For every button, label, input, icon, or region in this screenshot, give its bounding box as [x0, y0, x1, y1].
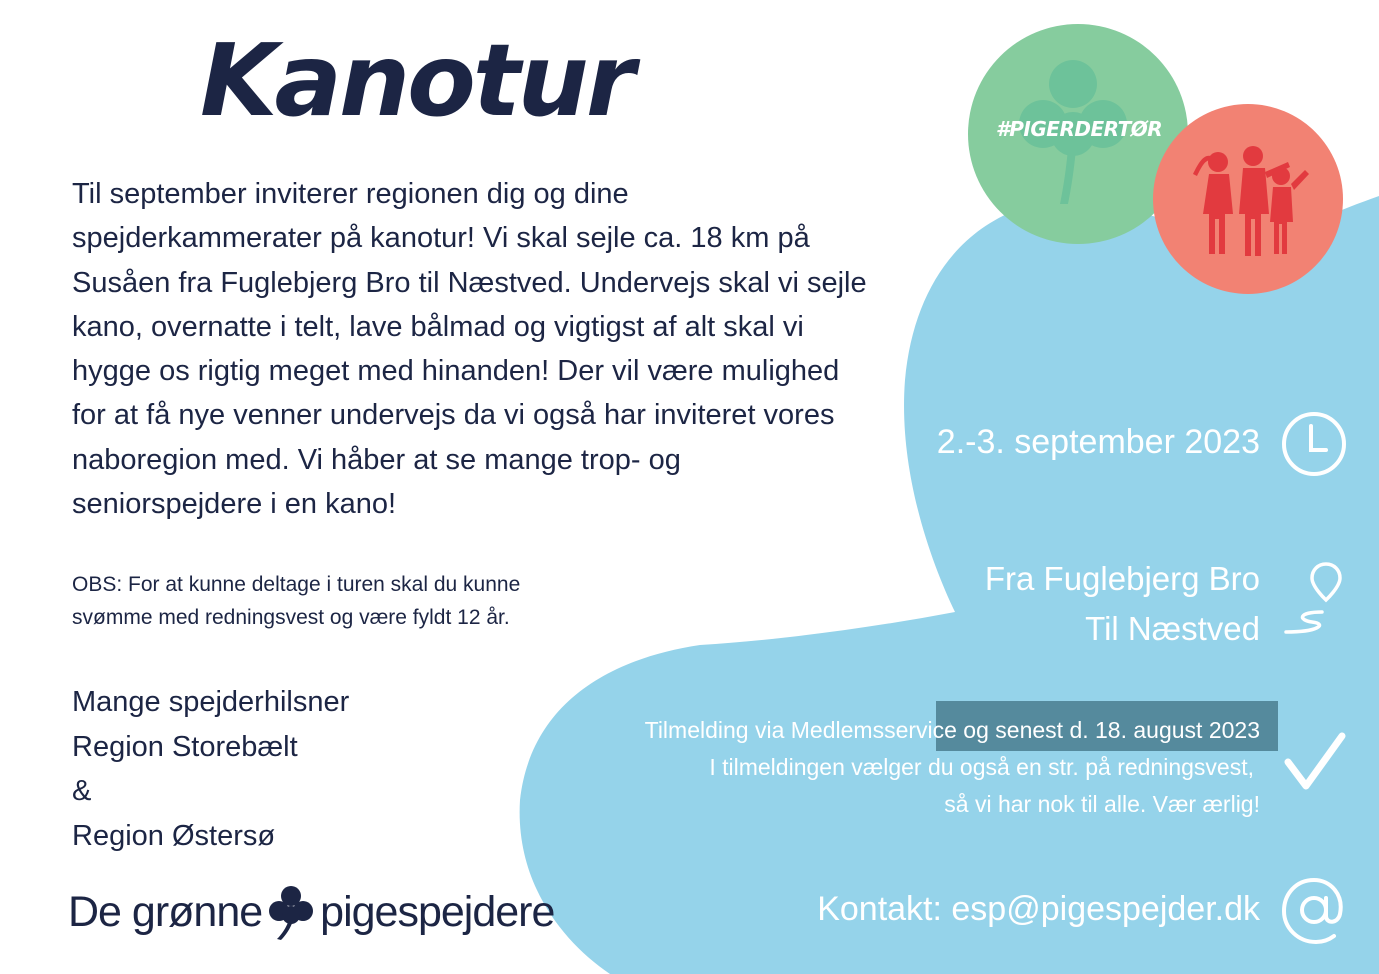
signup-line: Tilmelding via Medlemsservice og senest d. 18. august 2023 — [644, 717, 1260, 743]
greeting-line: Mange spejderhilsner — [72, 686, 350, 718]
checkmark-icon — [1282, 728, 1348, 794]
route-info — [985, 554, 1260, 654]
page-title: Kanotur — [200, 22, 633, 139]
logo-text-left: De grønne — [68, 887, 263, 936]
route-from: Fra Fuglebjerg Bro — [984, 560, 1260, 597]
clover-icon — [268, 884, 314, 940]
organization-logo — [68, 882, 554, 942]
signup-info — [645, 712, 1260, 823]
greeting — [72, 680, 349, 858]
hashtag-text: #PIGERDERTØR — [995, 117, 1163, 141]
contact-email[interactable]: Kontakt: esp@pigespejder.dk — [817, 890, 1260, 928]
clock-icon — [1280, 410, 1348, 478]
greeting-line: & — [72, 775, 92, 807]
signup-line: I tilmeldingen vælger du også en str. på redningsvest, — [709, 754, 1254, 780]
at-sign-icon — [1278, 876, 1348, 946]
route-to: Til Næstved — [1085, 610, 1260, 647]
signup-line: så vi har nok til alle. Vær ærlig! — [944, 791, 1260, 817]
intro-paragraph: Til september inviterer regionen dig og dine spejderkammerater på kanotur! Vi skal sejle ca. 18 km på Susåen fra Fuglebjerg Bro til Næstved. Undervejs skal vi sejle kano, overnatte i telt, lave bålmad og vigtigst af alt skal vi hygge os rigtig meget med hinanden! Der vil være mulighed for at få nye venner undervejs da vi også har inviteret vores naboregion med. Vi håber at se mange trop- og seniorspejdere i en kano! — [72, 178, 867, 521]
event-date: 2.-3. september 2023 — [936, 423, 1260, 461]
map-pin-icon — [1278, 560, 1348, 640]
greeting-line: Region Storebælt — [72, 730, 298, 763]
logo-text-right: pigespejdere — [320, 887, 555, 936]
obs-note: OBS: For at kunne deltage i turen skal du kunne svømme med redningsvest og være fyldt 12 år. — [72, 573, 521, 629]
greeting-line: Region Østersø — [72, 819, 276, 852]
